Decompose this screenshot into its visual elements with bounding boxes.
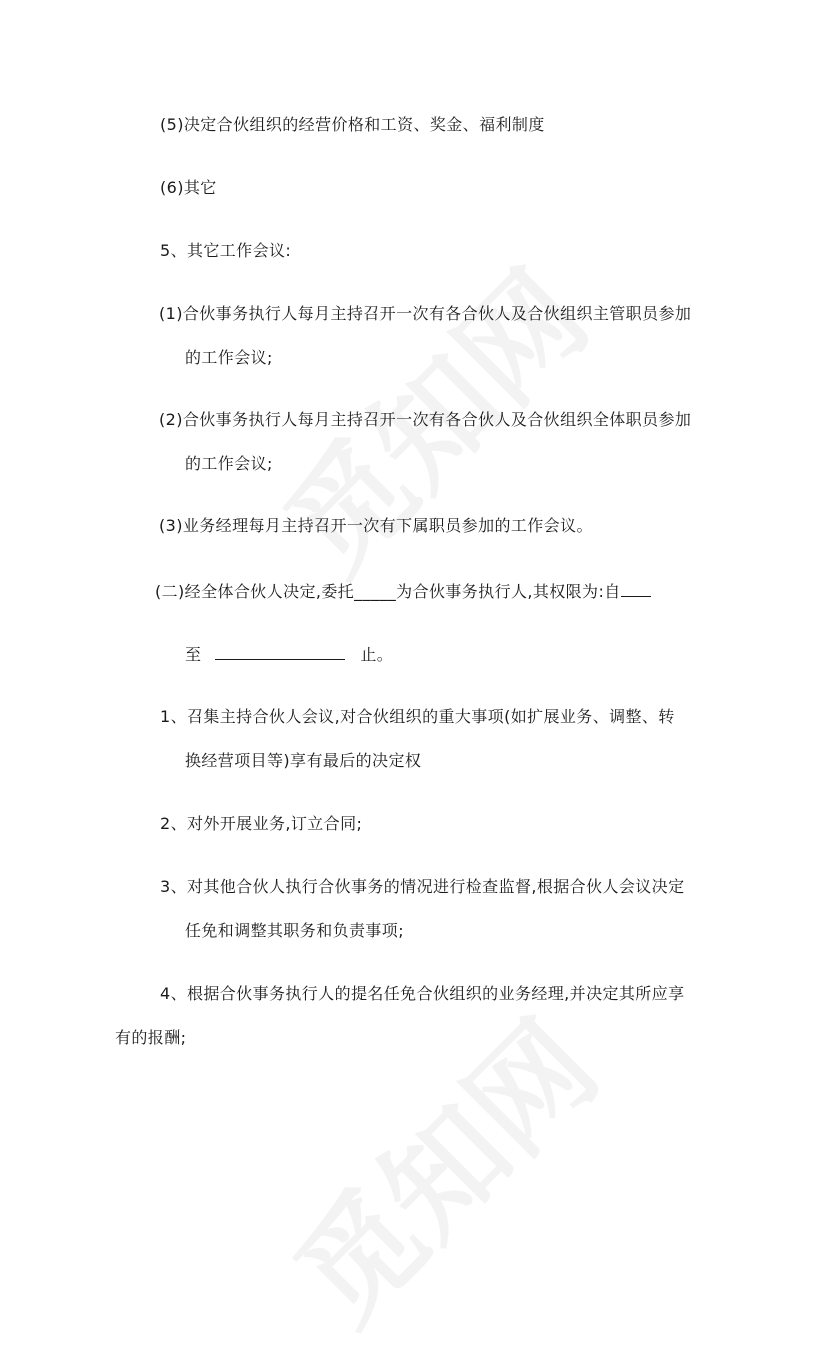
text-line-8: (3)业务经理每月主持召开一次有下属职员参加的工作会议。 [159, 516, 593, 535]
text-line-10-end: 止。 [360, 645, 394, 664]
text-line-1: (5)决定合伙组织的经营价格和工资、奖金、福利制度 [160, 115, 545, 134]
text-line-10-start: 至 [185, 645, 202, 664]
text-line-10 [185, 643, 393, 666]
watermark-lower [252, 978, 628, 1354]
text-line-3: 5、其它工作会议: [160, 241, 292, 260]
blank-line-to [215, 643, 345, 660]
text-line-16: 4、根据合伙事务执行人的提名任免合伙组织的业务经理,并决定其所应享 [160, 984, 685, 1003]
text-line-9 [155, 580, 651, 603]
text-line-7: 的工作会议; [185, 454, 273, 473]
text-line-17: 有的报酬; [115, 1028, 187, 1047]
text-line-2: (6)其它 [160, 178, 217, 197]
text-line-5: 的工作会议; [185, 348, 273, 367]
text-line-13: 2、对外开展业务,订立合同; [160, 814, 363, 833]
blank-line-from [621, 580, 651, 597]
text-line-6: (2)合伙事务执行人每月主持召开一次有各合伙人及合伙组织全体职员参加 [159, 410, 692, 429]
text-line-15: 任免和调整其职务和负责事项; [185, 921, 404, 940]
text-line-14: 3、对其他合伙人执行合伙事务的情况进行检查监督,根据合伙人会议决定 [160, 877, 685, 896]
text-line-4: (1)合伙事务执行人每月主持召开一次有各合伙人及合伙组织主管职员参加 [159, 304, 692, 323]
text-line-12: 换经营项目等)享有最后的决定权 [185, 751, 422, 770]
text-line-11: 1、召集主持合伙人会议,对合伙组织的重大事项(如扩展业务、调整、转 [160, 707, 675, 726]
text-line-9-text: (二)经全体合伙人决定,委托_____为合伙事务执行人,其权限为:自 [155, 582, 621, 601]
